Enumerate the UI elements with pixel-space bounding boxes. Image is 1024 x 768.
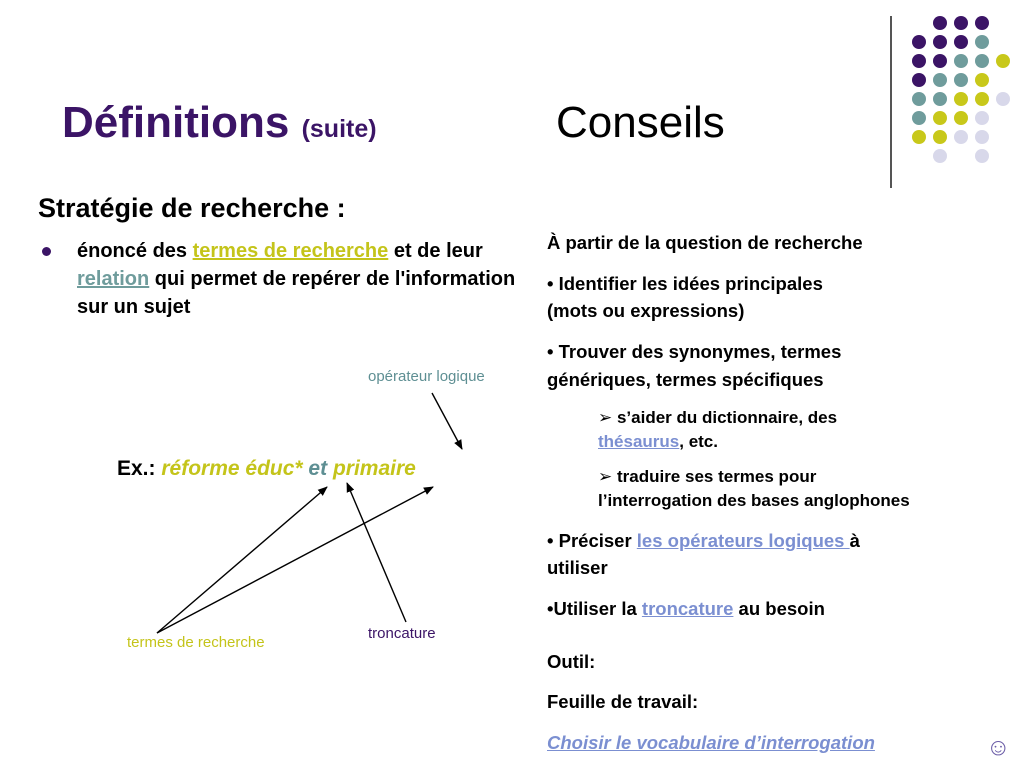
example-star: * bbox=[294, 457, 303, 480]
advice-item1-line1: • Identifier les idées principales bbox=[547, 273, 823, 294]
bullet-text-3: qui permet de repérer de l'information sur un sujet bbox=[77, 268, 516, 318]
advice-item4 bbox=[547, 595, 825, 622]
link-relation[interactable]: relation bbox=[77, 268, 150, 290]
advice-item1-line2: (mots ou expressions) bbox=[547, 300, 745, 321]
advice-item3-prefix: • Préciser bbox=[547, 530, 637, 551]
arrow-to-term1 bbox=[157, 487, 327, 633]
strategy-heading: Stratégie de recherche : bbox=[38, 193, 346, 223]
advice-sub1-line1 bbox=[598, 406, 837, 430]
arrow-to-operator bbox=[432, 393, 462, 449]
advice-sub2-line1 bbox=[598, 465, 816, 489]
arrow-bullet-icon: ➢ bbox=[598, 408, 613, 427]
example-operator: et bbox=[302, 457, 333, 480]
advice-sub1-end: , etc. bbox=[679, 432, 718, 451]
advice-item3-suffix: à bbox=[849, 530, 860, 551]
truncation-label: troncature bbox=[368, 625, 436, 642]
advice-item2-line2: génériques, termes spécifiques bbox=[547, 369, 824, 390]
example-line bbox=[117, 457, 416, 481]
link-thesaurus[interactable]: thésaurus bbox=[598, 432, 680, 451]
advice-intro: À partir de la question de recherche bbox=[547, 232, 863, 253]
bullet-text-1: énoncé des bbox=[77, 240, 193, 262]
advice-item4-suffix: au besoin bbox=[733, 598, 825, 619]
advice-item4-prefix: •Utiliser la bbox=[547, 598, 642, 619]
tool-label: Outil: bbox=[547, 651, 596, 672]
title-main: Définitions bbox=[62, 98, 290, 147]
worksheet-label: Feuille de travail: bbox=[547, 691, 699, 712]
advice-item3-line2: utiliser bbox=[547, 557, 608, 578]
advice-sub2-text: traduire ses termes pour bbox=[612, 467, 817, 486]
terms-label: termes de recherche bbox=[127, 634, 265, 651]
conseils-title: Conseils bbox=[556, 98, 725, 147]
example-term1: réforme éduc bbox=[161, 457, 295, 480]
smiley-icon[interactable]: ☺ bbox=[986, 734, 1011, 761]
link-termes-de-recherche[interactable]: termes de recherche bbox=[192, 240, 389, 262]
arrow-to-truncation bbox=[347, 483, 406, 622]
title-sub: (suite) bbox=[301, 115, 377, 143]
link-operateurs-logiques[interactable]: les opérateurs logiques bbox=[636, 530, 850, 551]
advice-item2-line1: • Trouver des synonymes, termes bbox=[547, 341, 842, 362]
example-term2: primaire bbox=[332, 457, 416, 480]
worksheet-link bbox=[547, 729, 875, 756]
arrow-bullet-icon: ➢ bbox=[598, 467, 613, 486]
advice-sub2-line2: l’interrogation des bases anglophones bbox=[598, 491, 910, 510]
advice-item3-line1 bbox=[547, 527, 860, 554]
advice-sub1-line2 bbox=[598, 430, 718, 454]
bullet-text-2: et de leur bbox=[388, 240, 483, 262]
advice-sub1-text: s’aider du dictionnaire, des bbox=[612, 408, 838, 427]
arrow-to-term2 bbox=[157, 487, 433, 633]
link-troncature[interactable]: troncature bbox=[641, 598, 734, 619]
operator-label: opérateur logique bbox=[368, 368, 485, 385]
link-choisir-vocabulaire[interactable]: Choisir le vocabulaire d’interrogation bbox=[547, 732, 875, 753]
example-prefix: Ex.: bbox=[117, 457, 162, 480]
